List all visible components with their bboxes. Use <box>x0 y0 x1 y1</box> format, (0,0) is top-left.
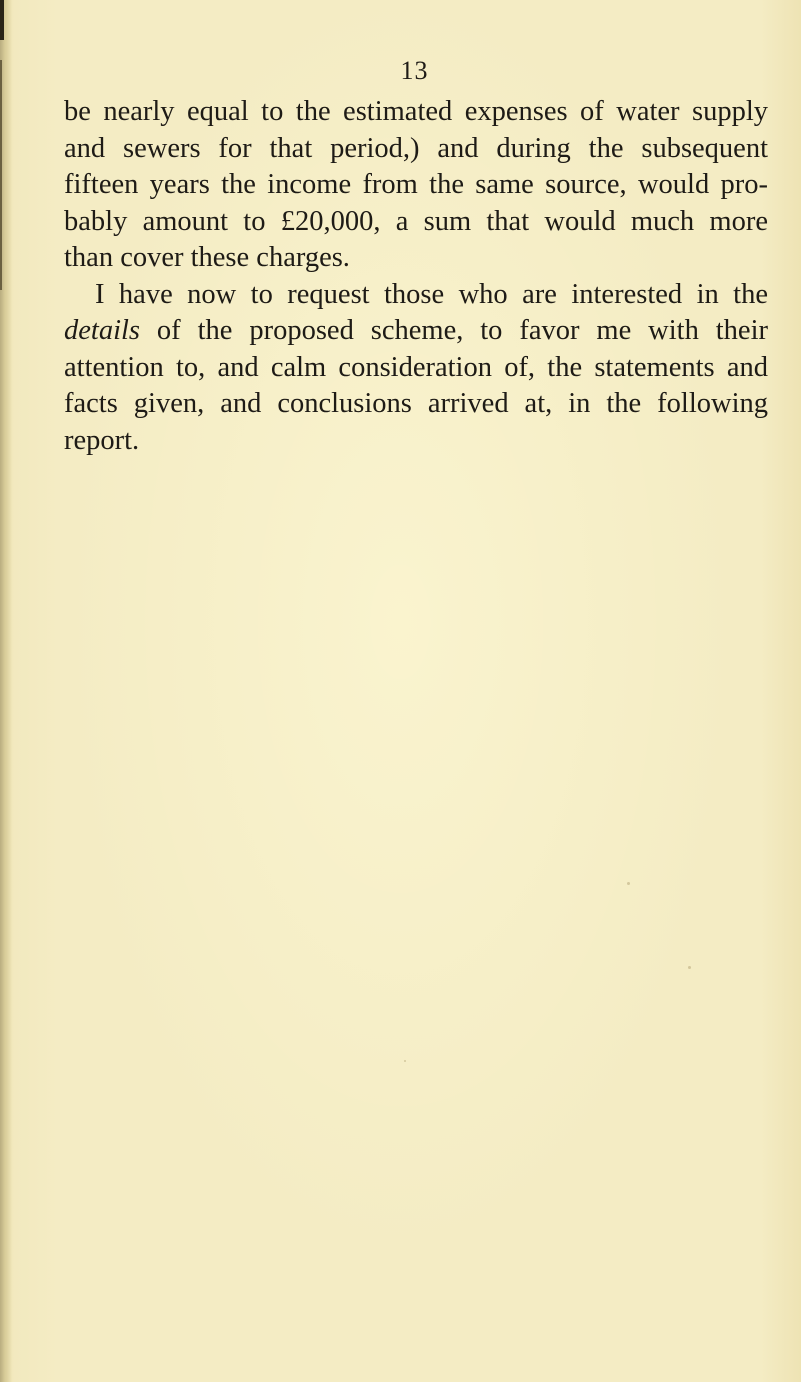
text-line: and sewers for that period,) and during the subsequent <box>64 133 768 164</box>
text-line: fifteen years the income from the same source, would pro- <box>64 169 768 200</box>
italic-emphasis: details <box>64 315 140 346</box>
text-line: be nearly equal to the estimated expenses of water supply <box>64 96 768 127</box>
text-line: facts given, and conclusions arrived at, in the following <box>64 388 768 419</box>
text-line: bably amount to £20,000, a sum that would much more <box>64 206 768 237</box>
paper-speck <box>627 882 630 885</box>
text-line <box>64 313 768 350</box>
binding-edge-mark <box>0 0 4 40</box>
binding-edge-mark <box>0 60 2 290</box>
page-number: 13 <box>400 56 429 85</box>
text-run: of the proposed scheme, to favor me with their <box>140 315 768 346</box>
text-line: I have now to request those who are interested in the <box>95 279 768 310</box>
text-line: than cover these charges. <box>64 242 350 273</box>
paper-speck <box>688 966 691 969</box>
text-line: attention to, and calm consideration of, the statements and <box>64 352 768 383</box>
text-line: report. <box>64 425 140 456</box>
paper-speck <box>404 1060 406 1062</box>
